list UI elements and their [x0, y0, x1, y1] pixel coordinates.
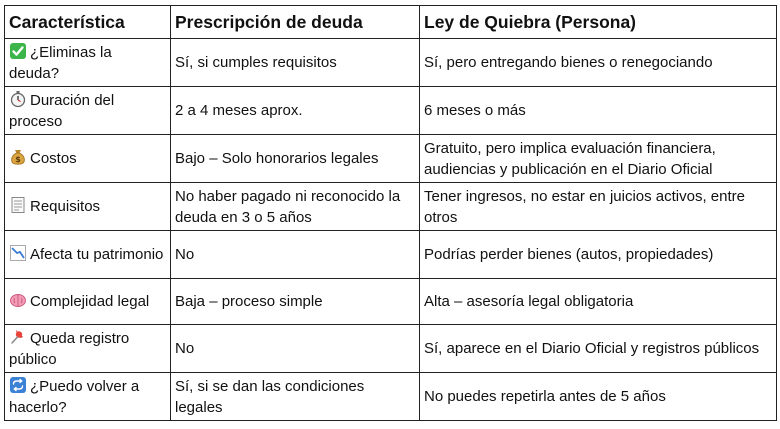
document-icon: [9, 196, 27, 214]
table-row: [5, 135, 777, 183]
bankruptcy-cell: 6 meses o más: [420, 87, 777, 135]
feature-label: Complejidad legal: [30, 293, 150, 310]
prescription-cell: Sí, si cumples requisitos: [171, 39, 420, 87]
table-row: [5, 231, 777, 279]
prescription-cell: No haber pagado ni reconocido la deuda en 3 o 5 años: [171, 183, 420, 231]
header-prescription: Prescripción de deuda: [171, 6, 420, 39]
bankruptcy-cell: Gratuito, pero implica evaluación financiera, audiencias y publicación en el Diario Oficial: [420, 135, 777, 183]
pushpin-icon: [9, 328, 27, 346]
feature-cell: [5, 231, 171, 279]
feature-label: Queda registro público: [9, 329, 130, 368]
check-mark-icon: [9, 42, 27, 60]
feature-cell: [5, 39, 171, 87]
bankruptcy-cell: No puedes repetirla antes de 5 años: [420, 373, 777, 421]
money-bag-icon: [9, 148, 27, 166]
feature-cell: [5, 87, 171, 135]
header-bankruptcy: Ley de Quiebra (Persona): [420, 6, 777, 39]
table-row: [5, 39, 777, 87]
table-row: [5, 87, 777, 135]
svg-text:$: $: [15, 155, 21, 164]
feature-cell: [5, 373, 171, 421]
table-row: [5, 279, 777, 325]
comparison-table: [4, 5, 777, 421]
feature-cell: [5, 135, 171, 183]
header-row: [5, 6, 777, 39]
brain-icon: [9, 291, 27, 309]
stopwatch-icon: [9, 90, 27, 108]
prescription-cell: Sí, si se dan las condiciones legales: [171, 373, 420, 421]
feature-label: Costos: [30, 150, 77, 167]
feature-cell: [5, 279, 171, 325]
feature-cell: [5, 325, 171, 373]
chart-decreasing-icon: [9, 244, 27, 262]
table-row: [5, 373, 777, 421]
bankruptcy-cell: Sí, aparece en el Diario Oficial y registros públicos: [420, 325, 777, 373]
feature-cell: [5, 183, 171, 231]
prescription-cell: Bajo – Solo honorarios legales: [171, 135, 420, 183]
bankruptcy-cell: Tener ingresos, no estar en juicios activos, entre otros: [420, 183, 777, 231]
repeat-icon: [9, 376, 27, 394]
prescription-cell: No: [171, 231, 420, 279]
prescription-cell: 2 a 4 meses aprox.: [171, 87, 420, 135]
table-row: [5, 325, 777, 373]
prescription-cell: No: [171, 325, 420, 373]
bankruptcy-cell: Podrías perder bienes (autos, propiedades): [420, 231, 777, 279]
header-feature: Característica: [5, 6, 171, 39]
bankruptcy-cell: Sí, pero entregando bienes o renegociando: [420, 39, 777, 87]
prescription-cell: Baja – proceso simple: [171, 279, 420, 325]
bankruptcy-cell: Alta – asesoría legal obligatoria: [420, 279, 777, 325]
feature-label: Afecta tu patrimonio: [30, 246, 164, 263]
feature-label: Requisitos: [30, 198, 101, 215]
table-row: [5, 183, 777, 231]
feature-label: Duración del proceso: [9, 91, 115, 130]
feature-label: ¿Puedo volver a hacerlo?: [9, 377, 140, 416]
feature-label: ¿Eliminas la deuda?: [9, 43, 112, 82]
